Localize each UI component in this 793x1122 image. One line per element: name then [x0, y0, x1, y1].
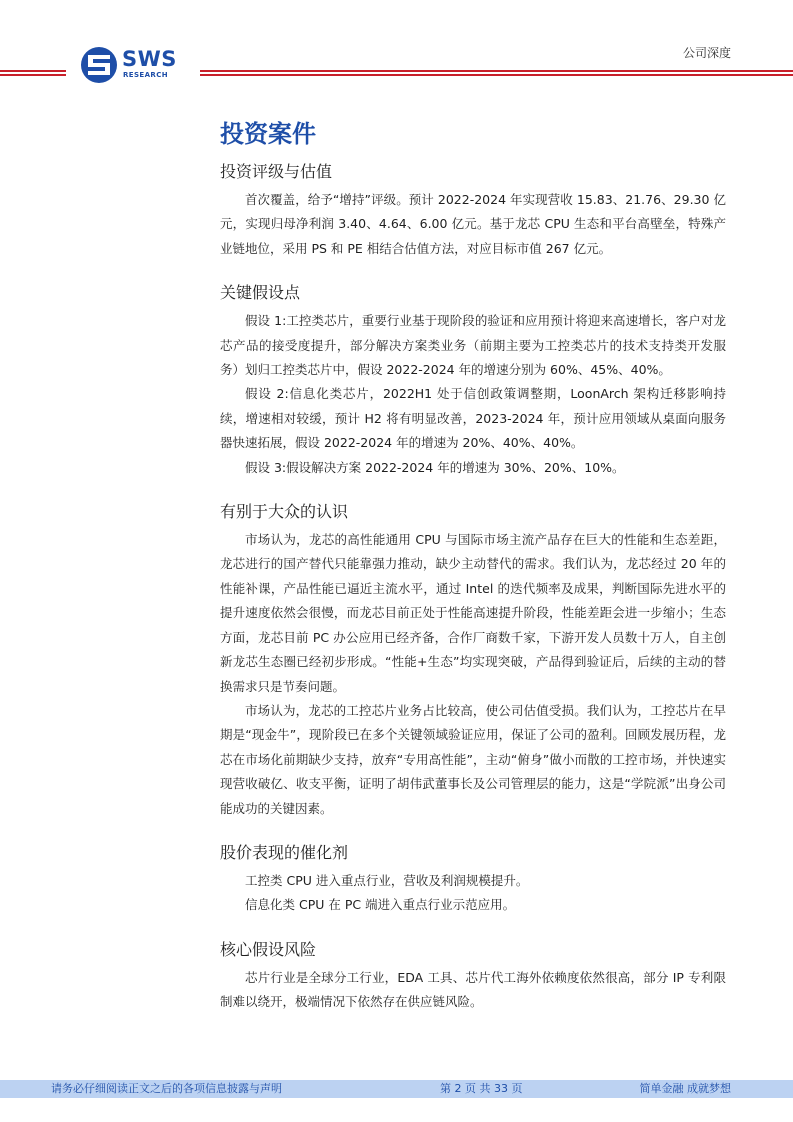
- section-paragraph: 假设 3:假设解决方案 2022-2024 年的增速为 30%、20%、10%。: [245, 459, 625, 475]
- sws-logo-icon: [80, 46, 118, 84]
- section-heading: 核心假设风险: [220, 939, 317, 959]
- section-key-assumptions: [220, 281, 726, 480]
- footer-slogan: 简单金融 成就梦想: [639, 1082, 731, 1095]
- footer-page-number: 第 2 页 共 33 页: [440, 1082, 523, 1095]
- section-paragraph: 工控类 CPU 进入重点行业，营收及利润规模提升。: [245, 872, 529, 888]
- section-risks: [220, 938, 726, 1015]
- header-rule-left: [0, 70, 66, 72]
- section-paragraph: 市场认为，龙芯的工控芯片业务占比较高，使公司估值受损。我们认为，工控芯片在早期是“现金牛”，现阶段已在多个关键领域验证应用，保证了公司的盈利。回顾发展历程，龙芯在市场化前期缺少支持，放弃“专用高性能”，主动“俯身”做小而散的工控市场，并快速实现营收破亿、收支平衡，证明了胡伟武董事长及公司管理层的能力，这是“学院派”出身公司能成功的关键因素。: [220, 702, 726, 816]
- section-paragraph: 假设 1:工控类芯片，重要行业基于现阶段的验证和应用预计将迎来高速增长，客户对龙芯产品的接受度提升，部分解决方案类业务（前期主要为工控类芯片的技术支持类开发服务）划归工控类芯片中，假设 2022-2024 年的增速分别为 60%、45%、40%。: [220, 313, 726, 378]
- page-footer: [0, 1080, 793, 1098]
- section-paragraph: 信息化类 CPU 在 PC 端进入重点行业示范应用。: [245, 897, 516, 913]
- header-rule-left-2: [0, 74, 66, 76]
- footer-disclaimer: 请务必仔细阅读正文之后的各项信息披露与声明: [51, 1082, 282, 1095]
- section-differentiated-view: [220, 500, 726, 821]
- header-rule-right-2: [200, 74, 793, 76]
- company-logo: [80, 46, 190, 84]
- section-heading: 有别于大众的认识: [220, 502, 349, 522]
- logo-text: SWS: [122, 47, 177, 71]
- section-rating-valuation: [220, 160, 726, 261]
- section-catalysts: [220, 841, 726, 918]
- logo-subtext: RESEARCH: [123, 71, 168, 79]
- section-paragraph: 首次覆盖，给予“增持”评级。预计 2022-2024 年实现营收 15.83、21.76、29.30 亿元，实现归母净利润 3.40、4.64、6.00 亿元。基于龙芯 CPU 生态和平台高壁垒，特殊产业链地位，采用 PS 和 PE 相结合估值方法，对应目标市值 267 亿元。: [220, 192, 726, 256]
- main-content: [220, 118, 726, 1015]
- section-paragraph: 芯片行业是全球分工行业，EDA 工具、芯片代工海外依赖度依然很高，部分 IP 专利限制难以绕开，极端情况下依然存在供应链风险。: [220, 969, 726, 1010]
- page-title: 投资案件: [220, 120, 316, 148]
- section-heading: 股价表现的催化剂: [220, 842, 349, 862]
- section-paragraph: 市场认为，龙芯的高性能通用 CPU 与国际市场主流产品存在巨大的性能和生态差距，龙芯进行的国产替代只能靠强力推动，缺少主动替代的需求。我们认为，龙芯经过 20 年的性能补课，产品性能已逼近主流水平，通过 Intel 的迭代频率及成果，判断国际先进水平的提升速度依然会很慢，而龙芯目前正处于性能高速提升阶段，性能差距会进一步缩小；生态方面，龙芯目前 PC 办公应用已经齐备，合作厂商数千家，下游开发人员数十万人，自主创新龙芯生态圈已经初步形成。“性能+生态”均实现突破，产品得到验证后，后续的主动的替换需求只是节奏问题。: [220, 532, 726, 694]
- section-heading: 关键假设点: [220, 283, 301, 303]
- section-heading: 投资评级与估值: [220, 162, 333, 181]
- header-rule-right: [200, 70, 793, 72]
- section-paragraph: 假设 2:信息化类芯片，2022H1 处于信创政策调整期，LoonArch 架构迁移影响持续，增速相对较缓，预计 H2 将有明显改善，2023-2024 年，预计应用领域从桌面向服务器快速拓展，假设 2022-2024 年的增速为 20%、40%、40%。: [220, 386, 726, 451]
- report-type-label: 公司深度: [682, 46, 731, 60]
